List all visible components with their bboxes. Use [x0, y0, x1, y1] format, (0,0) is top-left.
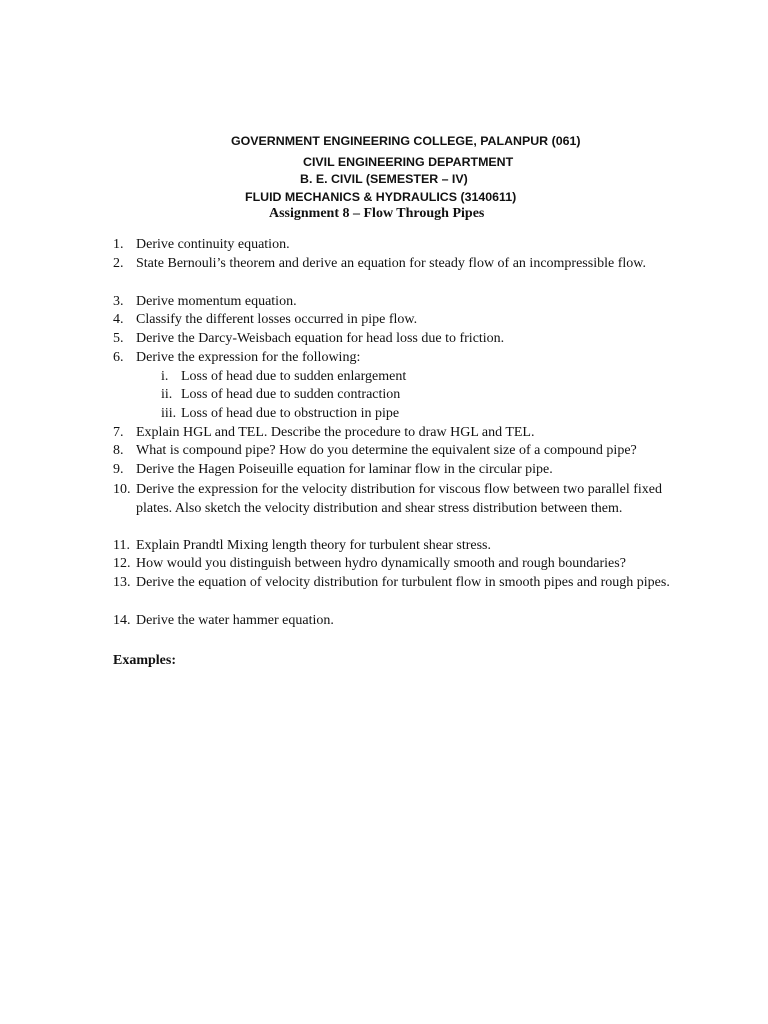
question-number: 1.	[113, 237, 124, 252]
question-text: Explain HGL and TEL. Describe the procedure to draw HGL and TEL.	[136, 425, 535, 440]
question-number: 3.	[113, 294, 124, 309]
sub-question-number: ii.	[161, 387, 173, 402]
department-name: CIVIL ENGINEERING DEPARTMENT	[303, 155, 514, 169]
question-number: 13.	[113, 575, 131, 590]
question-text: Classify the different losses occurred in pipe flow.	[136, 312, 418, 327]
question-number: 10.	[113, 482, 131, 497]
question-text: Explain Prandtl Mixing length theory for turbulent shear stress.	[136, 538, 491, 553]
question-text: Derive the Darcy-Weisbach equation for head loss due to friction.	[136, 331, 505, 346]
question-number: 7.	[113, 425, 124, 440]
question-number: 11.	[113, 538, 130, 553]
question-text: Derive continuity equation.	[136, 237, 290, 252]
question-number: 2.	[113, 256, 124, 271]
question-text: Derive the Hagen Poiseuille equation for laminar flow in the circular pipe.	[136, 462, 553, 477]
question-number: 12.	[113, 556, 131, 571]
question-text: State Bernouli’s theorem and derive an equation for steady flow of an incompressible flow.	[136, 256, 646, 271]
sub-question-text: Loss of head due to sudden contraction	[181, 387, 401, 402]
question-text: Derive the water hammer equation.	[136, 613, 334, 628]
program-name: B. E. CIVIL (SEMESTER – IV)	[300, 172, 468, 186]
question-number: 6.	[113, 350, 124, 365]
sub-question-number: iii.	[161, 406, 177, 421]
question-text: What is compound pipe? How do you determine the equivalent size of a compound pipe?	[136, 443, 637, 458]
question-text: Derive the equation of velocity distribution for turbulent flow in smooth pipes and rough pipes.	[136, 575, 670, 590]
question-text: How would you distinguish between hydro dynamically smooth and rough boundaries?	[136, 556, 626, 571]
sub-question-number: i.	[161, 369, 169, 384]
college-name: GOVERNMENT ENGINEERING COLLEGE, PALANPUR (061)	[231, 134, 581, 148]
question-text: Derive the expression for the velocity distribution for viscous flow between two parallel fixed plates. Also sketch the velocity distribution and shear stress distribution between them.	[136, 482, 663, 516]
examples-heading: Examples:	[113, 653, 176, 668]
question-number: 5.	[113, 331, 124, 346]
assignment-title: Assignment 8 – Flow Through Pipes	[269, 206, 485, 221]
question-number: 14.	[113, 613, 131, 628]
question-number: 9.	[113, 462, 124, 477]
sub-question-text: Loss of head due to obstruction in pipe	[181, 406, 400, 421]
question-number: 4.	[113, 312, 124, 327]
sub-question-text: Loss of head due to sudden enlargement	[181, 369, 407, 384]
question-text: Derive momentum equation.	[136, 294, 297, 309]
question-text: Derive the expression for the following:	[136, 350, 361, 365]
question-number: 8.	[113, 443, 124, 458]
subject-name: FLUID MECHANICS & HYDRAULICS (3140611)	[245, 190, 517, 204]
